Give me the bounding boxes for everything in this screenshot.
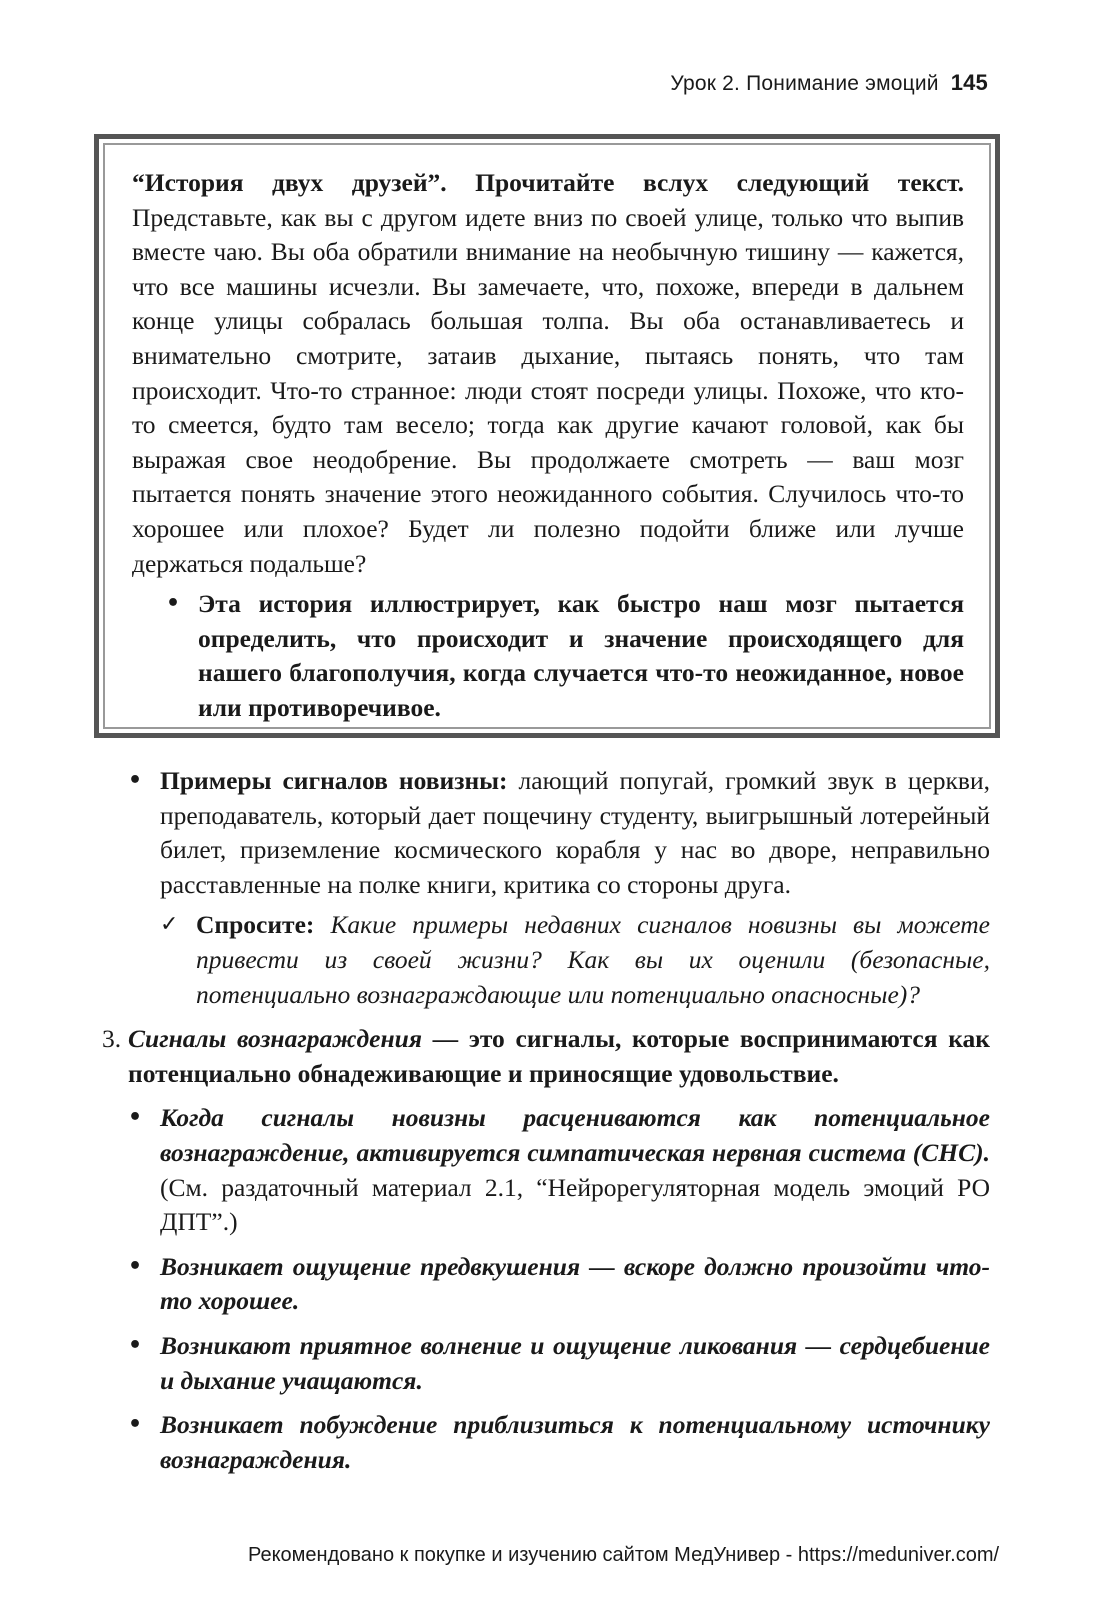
reward-item-3 [128, 1329, 990, 1398]
bullet-icon: • [128, 1332, 143, 1358]
footer-note: Рекомендовано к покупке и изучению сайтом МедУнивер - https://meduniver.com/ [248, 1544, 1000, 1566]
page-number: 145 [950, 70, 988, 95]
running-header [670, 70, 988, 96]
reward-item-2-emph: Возникает ощущение предвкушения — вскоре должно произойти что-то хорошее. [160, 1251, 990, 1316]
story-bullet-text: Эта история иллюстрирует, как быстро наш мозг пытается определить, что происходит и значение происходящего для нашего благополучия, когда случается что-то неожиданное, новое или противоречивое. [198, 589, 964, 722]
section-title-italic: Сигналы вознаграждения [128, 1024, 422, 1054]
chapter-title: Урок 2. Понимание эмоций [670, 72, 939, 95]
reward-item-1-emph: Когда сигналы новизны расцениваются как потенциальное вознаграждение, активируется симпатическая нервная система (СНС). [160, 1103, 990, 1167]
reward-item-1 [128, 1101, 990, 1239]
novelty-text: лающий попугай, громкий звук в церкви, преподаватель, который дает пощечину студенту, выигрышный лотерейный билет, приземление космического корабля у нас во дворе, неправильно расставленные на полке книги, критика со стороны друга. [160, 766, 990, 899]
bullet-icon: • [128, 1412, 143, 1438]
story-box-content [132, 166, 964, 725]
bullet-icon: • [128, 1105, 143, 1131]
story-lead: “История двух друзей”. Прочитайте вслух следующий текст. [132, 168, 964, 197]
reward-item-3-emph: Возникают приятное волнение и ощущение ликования — сердцебиение и дыхание учащаются. [160, 1330, 990, 1395]
story-bullet [166, 587, 964, 725]
ask-item [160, 908, 990, 1012]
bullet-icon: • [128, 1253, 143, 1279]
bullet-icon: • [166, 591, 181, 617]
reward-item-1-normal: (См. раздаточный материал 2.1, “Нейрорегуляторная модель эмоций РО ДПТ”.) [160, 1172, 990, 1237]
story-box [94, 134, 1000, 738]
section-3-heading [102, 1022, 990, 1091]
ask-text: Какие примеры недавних сигналов новизны вы можете привести из своей жизни? Как вы их оценили (безопасные, потенциально вознаграждающие или потенциально опасносные)? [196, 910, 990, 1009]
section-number: 3. [102, 1024, 122, 1054]
ask-label: Спросите: [196, 910, 315, 940]
reward-item-2 [128, 1250, 990, 1319]
checkmark-icon: ✓ [160, 912, 179, 938]
novelty-lead: Примеры сигналов новизны: [160, 766, 508, 795]
story-paragraph [132, 166, 964, 581]
story-body: Представьте, как вы с другом идете вниз по своей улице, только что выпив вместе чаю. Вы оба обратили внимание на необычную тишину — кажется, что все машины исчезли. Вы замечаете, что, похоже, впереди в дальнем конце улицы собралась большая толпа. Вы оба останавливаетесь и внимательно смотрите, затаив дыхание, пытаясь понять, что там происходит. Что-то странное: люди стоят посреди улицы. Похоже, что кто-то смеется, будто там весело; тогда как другие качают головой, как бы выражая свое неодобрение. Вы продолжаете смотреть — ваш мозг пытается понять значение этого неожиданного события. Случилось что-то хорошее или плохое? Будет ли полезно подойти ближе или лучше держаться подальше? [132, 202, 964, 578]
bullet-icon: • [128, 768, 143, 793]
main-content [100, 764, 990, 1477]
novelty-examples-item [128, 764, 990, 902]
reward-item-4 [128, 1408, 990, 1477]
section-title-rest: — это сигналы, которые воспринимаются как потенциально обнадеживающие и приносящие удовольствие. [128, 1024, 990, 1088]
reward-item-4-emph: Возникает побуждение приблизиться к потенциальному источнику вознаграждения. [160, 1410, 990, 1474]
